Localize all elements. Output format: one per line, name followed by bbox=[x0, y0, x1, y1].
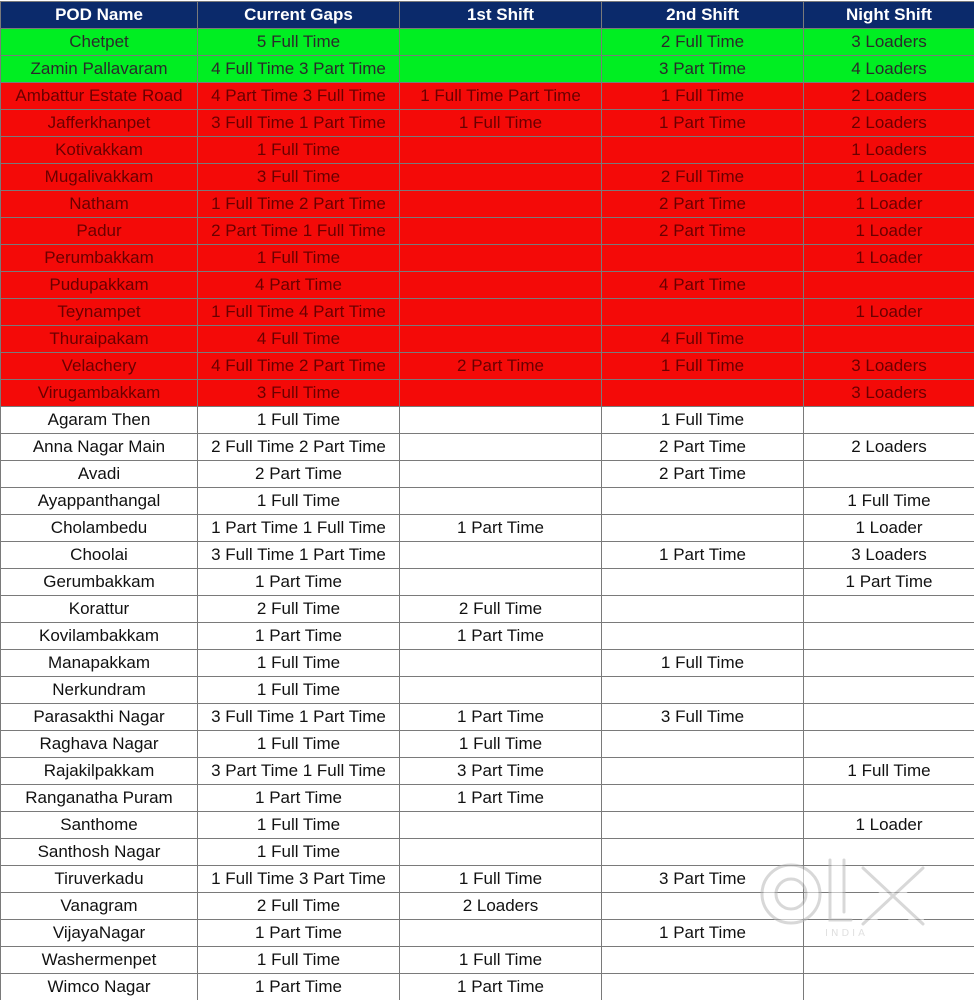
night-shift-cell bbox=[804, 596, 974, 623]
night-shift-cell: 1 Full Time bbox=[804, 758, 974, 785]
pod-name-cell: Cholambedu bbox=[1, 515, 198, 542]
current-gaps-cell: 1 Full Time bbox=[198, 731, 400, 758]
second-shift-cell: 2 Full Time bbox=[602, 29, 804, 56]
pod-name-cell: Teynampet bbox=[1, 299, 198, 326]
current-gaps-cell: 2 Full Time bbox=[198, 596, 400, 623]
current-gaps-cell: 1 Full Time bbox=[198, 488, 400, 515]
night-shift-cell: 3 Loaders bbox=[804, 353, 974, 380]
pod-name-cell: Mugalivakkam bbox=[1, 164, 198, 191]
second-shift-cell bbox=[602, 515, 804, 542]
second-shift-cell bbox=[602, 785, 804, 812]
current-gaps-cell: 1 Full Time 2 Part Time bbox=[198, 191, 400, 218]
night-shift-cell bbox=[804, 893, 974, 920]
first-shift-cell: 3 Part Time bbox=[400, 758, 602, 785]
night-shift-cell: 4 Loaders bbox=[804, 56, 974, 83]
table-row bbox=[1, 623, 974, 650]
second-shift-cell bbox=[602, 623, 804, 650]
second-shift-cell bbox=[602, 596, 804, 623]
current-gaps-cell: 1 Full Time bbox=[198, 812, 400, 839]
night-shift-cell: 1 Loader bbox=[804, 245, 974, 272]
second-shift-cell: 1 Part Time bbox=[602, 110, 804, 137]
table-header bbox=[1, 2, 974, 29]
second-shift-cell: 1 Full Time bbox=[602, 353, 804, 380]
first-shift-cell bbox=[400, 920, 602, 947]
pod-name-cell: Manapakkam bbox=[1, 650, 198, 677]
current-gaps-cell: 4 Full Time 3 Part Time bbox=[198, 56, 400, 83]
header-night-shift: Night Shift bbox=[804, 2, 974, 29]
current-gaps-cell: 1 Part Time 1 Full Time bbox=[198, 515, 400, 542]
current-gaps-cell: 1 Full Time bbox=[198, 407, 400, 434]
table-row bbox=[1, 866, 974, 893]
night-shift-cell: 3 Loaders bbox=[804, 29, 974, 56]
second-shift-cell: 1 Part Time bbox=[602, 920, 804, 947]
table-body bbox=[1, 29, 974, 1000]
current-gaps-cell: 1 Part Time bbox=[198, 974, 400, 1000]
table-row bbox=[1, 110, 974, 137]
pod-gaps-table bbox=[0, 1, 974, 1000]
first-shift-cell bbox=[400, 326, 602, 353]
second-shift-cell: 2 Part Time bbox=[602, 191, 804, 218]
pod-name-cell: Kotivakkam bbox=[1, 137, 198, 164]
current-gaps-cell: 3 Full Time 1 Part Time bbox=[198, 704, 400, 731]
table-row bbox=[1, 974, 974, 1000]
first-shift-cell bbox=[400, 191, 602, 218]
header-current-gaps: Current Gaps bbox=[198, 2, 400, 29]
first-shift-cell: 1 Full Time bbox=[400, 866, 602, 893]
second-shift-cell bbox=[602, 380, 804, 407]
second-shift-cell: 2 Part Time bbox=[602, 434, 804, 461]
current-gaps-cell: 1 Part Time bbox=[198, 785, 400, 812]
first-shift-cell: 1 Part Time bbox=[400, 623, 602, 650]
current-gaps-cell: 3 Full Time bbox=[198, 164, 400, 191]
pod-name-cell: VijayaNagar bbox=[1, 920, 198, 947]
second-shift-cell bbox=[602, 812, 804, 839]
table-row bbox=[1, 326, 974, 353]
night-shift-cell: 1 Loader bbox=[804, 164, 974, 191]
pod-name-cell: Natham bbox=[1, 191, 198, 218]
current-gaps-cell: 3 Part Time 1 Full Time bbox=[198, 758, 400, 785]
pod-name-cell: Kovilambakkam bbox=[1, 623, 198, 650]
night-shift-cell: 3 Loaders bbox=[804, 380, 974, 407]
pod-name-cell: Santhosh Nagar bbox=[1, 839, 198, 866]
second-shift-cell bbox=[602, 299, 804, 326]
night-shift-cell bbox=[804, 785, 974, 812]
second-shift-cell bbox=[602, 245, 804, 272]
current-gaps-cell: 3 Full Time 1 Part Time bbox=[198, 110, 400, 137]
current-gaps-cell: 4 Full Time 2 Part Time bbox=[198, 353, 400, 380]
current-gaps-cell: 1 Part Time bbox=[198, 920, 400, 947]
second-shift-cell: 3 Part Time bbox=[602, 56, 804, 83]
current-gaps-cell: 1 Part Time bbox=[198, 623, 400, 650]
second-shift-cell: 1 Full Time bbox=[602, 407, 804, 434]
pod-name-cell: Tiruverkadu bbox=[1, 866, 198, 893]
first-shift-cell bbox=[400, 218, 602, 245]
table-row bbox=[1, 191, 974, 218]
night-shift-cell bbox=[804, 461, 974, 488]
second-shift-cell: 3 Part Time bbox=[602, 866, 804, 893]
first-shift-cell bbox=[400, 542, 602, 569]
pod-name-cell: Gerumbakkam bbox=[1, 569, 198, 596]
current-gaps-cell: 4 Part Time 3 Full Time bbox=[198, 83, 400, 110]
pod-name-cell: Perumbakkam bbox=[1, 245, 198, 272]
current-gaps-cell: 2 Part Time bbox=[198, 461, 400, 488]
night-shift-cell bbox=[804, 704, 974, 731]
night-shift-cell: 3 Loaders bbox=[804, 542, 974, 569]
night-shift-cell bbox=[804, 866, 974, 893]
second-shift-cell bbox=[602, 488, 804, 515]
pod-name-cell: Thuraipakam bbox=[1, 326, 198, 353]
night-shift-cell: 1 Loader bbox=[804, 299, 974, 326]
pod-name-cell: Ranganatha Puram bbox=[1, 785, 198, 812]
watermark-sub-label: INDIA bbox=[825, 928, 868, 939]
table-row bbox=[1, 839, 974, 866]
night-shift-cell bbox=[804, 974, 974, 1000]
first-shift-cell bbox=[400, 299, 602, 326]
current-gaps-cell: 1 Full Time bbox=[198, 677, 400, 704]
night-shift-cell bbox=[804, 326, 974, 353]
pod-name-cell: Anna Nagar Main bbox=[1, 434, 198, 461]
table-row bbox=[1, 785, 974, 812]
pod-name-cell: Rajakilpakkam bbox=[1, 758, 198, 785]
first-shift-cell: 1 Part Time bbox=[400, 785, 602, 812]
current-gaps-cell: 2 Full Time 2 Part Time bbox=[198, 434, 400, 461]
night-shift-cell: 1 Loader bbox=[804, 218, 974, 245]
table-row bbox=[1, 434, 974, 461]
pod-name-cell: Santhome bbox=[1, 812, 198, 839]
table-row bbox=[1, 56, 974, 83]
first-shift-cell bbox=[400, 650, 602, 677]
current-gaps-cell: 1 Full Time bbox=[198, 839, 400, 866]
first-shift-cell: 2 Loaders bbox=[400, 893, 602, 920]
pod-name-cell: Jafferkhanpet bbox=[1, 110, 198, 137]
first-shift-cell bbox=[400, 839, 602, 866]
first-shift-cell bbox=[400, 677, 602, 704]
table-row bbox=[1, 947, 974, 974]
table-row bbox=[1, 515, 974, 542]
first-shift-cell bbox=[400, 407, 602, 434]
current-gaps-cell: 1 Full Time bbox=[198, 650, 400, 677]
pod-name-cell: Choolai bbox=[1, 542, 198, 569]
night-shift-cell bbox=[804, 407, 974, 434]
second-shift-cell: 1 Full Time bbox=[602, 650, 804, 677]
table-row bbox=[1, 83, 974, 110]
table-row bbox=[1, 920, 974, 947]
second-shift-cell bbox=[602, 758, 804, 785]
night-shift-cell: 1 Loader bbox=[804, 515, 974, 542]
first-shift-cell bbox=[400, 434, 602, 461]
table-row bbox=[1, 29, 974, 56]
second-shift-cell: 4 Part Time bbox=[602, 272, 804, 299]
first-shift-cell bbox=[400, 164, 602, 191]
second-shift-cell bbox=[602, 677, 804, 704]
night-shift-cell bbox=[804, 920, 974, 947]
second-shift-cell: 2 Part Time bbox=[602, 218, 804, 245]
table-row bbox=[1, 542, 974, 569]
table-row bbox=[1, 569, 974, 596]
table-row bbox=[1, 812, 974, 839]
pod-name-cell: Parasakthi Nagar bbox=[1, 704, 198, 731]
first-shift-cell bbox=[400, 812, 602, 839]
pod-name-cell: Ayappanthangal bbox=[1, 488, 198, 515]
pod-name-cell: Padur bbox=[1, 218, 198, 245]
night-shift-cell: 2 Loaders bbox=[804, 434, 974, 461]
pod-name-cell: Pudupakkam bbox=[1, 272, 198, 299]
first-shift-cell: 1 Full Time bbox=[400, 731, 602, 758]
header-2nd-shift: 2nd Shift bbox=[602, 2, 804, 29]
pod-name-cell: Agaram Then bbox=[1, 407, 198, 434]
first-shift-cell: 1 Full Time Part Time bbox=[400, 83, 602, 110]
second-shift-cell: 2 Full Time bbox=[602, 164, 804, 191]
header-row bbox=[1, 2, 974, 29]
table-row bbox=[1, 272, 974, 299]
current-gaps-cell: 2 Part Time 1 Full Time bbox=[198, 218, 400, 245]
first-shift-cell bbox=[400, 245, 602, 272]
header-1st-shift: 1st Shift bbox=[400, 2, 602, 29]
first-shift-cell: 1 Full Time bbox=[400, 110, 602, 137]
pod-name-cell: Chetpet bbox=[1, 29, 198, 56]
table-row bbox=[1, 218, 974, 245]
pod-name-cell: Korattur bbox=[1, 596, 198, 623]
second-shift-cell: 1 Part Time bbox=[602, 542, 804, 569]
current-gaps-cell: 4 Full Time bbox=[198, 326, 400, 353]
first-shift-cell bbox=[400, 56, 602, 83]
night-shift-cell bbox=[804, 623, 974, 650]
second-shift-cell bbox=[602, 839, 804, 866]
current-gaps-cell: 1 Full Time bbox=[198, 947, 400, 974]
night-shift-cell bbox=[804, 677, 974, 704]
night-shift-cell: 1 Loaders bbox=[804, 137, 974, 164]
second-shift-cell: 2 Part Time bbox=[602, 461, 804, 488]
first-shift-cell bbox=[400, 488, 602, 515]
night-shift-cell bbox=[804, 272, 974, 299]
first-shift-cell: 2 Full Time bbox=[400, 596, 602, 623]
first-shift-cell bbox=[400, 272, 602, 299]
table-row bbox=[1, 461, 974, 488]
current-gaps-cell: 2 Full Time bbox=[198, 893, 400, 920]
night-shift-cell: 1 Loader bbox=[804, 812, 974, 839]
pod-name-cell: Vanagram bbox=[1, 893, 198, 920]
pod-name-cell: Nerkundram bbox=[1, 677, 198, 704]
second-shift-cell bbox=[602, 137, 804, 164]
table-row bbox=[1, 353, 974, 380]
night-shift-cell: 1 Loader bbox=[804, 191, 974, 218]
table-row bbox=[1, 164, 974, 191]
current-gaps-cell: 1 Full Time 4 Part Time bbox=[198, 299, 400, 326]
first-shift-cell: 2 Part Time bbox=[400, 353, 602, 380]
first-shift-cell: 1 Part Time bbox=[400, 974, 602, 1000]
table-row bbox=[1, 299, 974, 326]
second-shift-cell bbox=[602, 947, 804, 974]
second-shift-cell: 4 Full Time bbox=[602, 326, 804, 353]
night-shift-cell bbox=[804, 731, 974, 758]
table-row bbox=[1, 407, 974, 434]
night-shift-cell: 1 Full Time bbox=[804, 488, 974, 515]
table-row bbox=[1, 731, 974, 758]
pod-name-cell: Raghava Nagar bbox=[1, 731, 198, 758]
current-gaps-cell: 5 Full Time bbox=[198, 29, 400, 56]
second-shift-cell: 3 Full Time bbox=[602, 704, 804, 731]
night-shift-cell bbox=[804, 947, 974, 974]
first-shift-cell: 1 Full Time bbox=[400, 947, 602, 974]
current-gaps-cell: 1 Full Time bbox=[198, 137, 400, 164]
table-row bbox=[1, 704, 974, 731]
first-shift-cell bbox=[400, 461, 602, 488]
pod-name-cell: Washermenpet bbox=[1, 947, 198, 974]
pod-name-cell: Virugambakkam bbox=[1, 380, 198, 407]
current-gaps-cell: 3 Full Time 1 Part Time bbox=[198, 542, 400, 569]
first-shift-cell bbox=[400, 380, 602, 407]
pod-name-cell: Ambattur Estate Road bbox=[1, 83, 198, 110]
current-gaps-cell: 1 Full Time 3 Part Time bbox=[198, 866, 400, 893]
pod-name-cell: Avadi bbox=[1, 461, 198, 488]
night-shift-cell bbox=[804, 650, 974, 677]
table-row bbox=[1, 380, 974, 407]
night-shift-cell: 2 Loaders bbox=[804, 110, 974, 137]
second-shift-cell bbox=[602, 569, 804, 596]
header-pod-name: POD Name bbox=[1, 2, 198, 29]
pod-name-cell: Velachery bbox=[1, 353, 198, 380]
first-shift-cell bbox=[400, 569, 602, 596]
table-row bbox=[1, 137, 974, 164]
table-row bbox=[1, 245, 974, 272]
first-shift-cell: 1 Part Time bbox=[400, 515, 602, 542]
table-row bbox=[1, 596, 974, 623]
night-shift-cell bbox=[804, 839, 974, 866]
second-shift-cell bbox=[602, 893, 804, 920]
current-gaps-cell: 3 Full Time bbox=[198, 380, 400, 407]
second-shift-cell bbox=[602, 731, 804, 758]
night-shift-cell: 2 Loaders bbox=[804, 83, 974, 110]
current-gaps-cell: 1 Part Time bbox=[198, 569, 400, 596]
table-row bbox=[1, 677, 974, 704]
night-shift-cell: 1 Part Time bbox=[804, 569, 974, 596]
first-shift-cell bbox=[400, 29, 602, 56]
current-gaps-cell: 4 Part Time bbox=[198, 272, 400, 299]
pod-name-cell: Wimco Nagar bbox=[1, 974, 198, 1000]
second-shift-cell: 1 Full Time bbox=[602, 83, 804, 110]
pod-name-cell: Zamin Pallavaram bbox=[1, 56, 198, 83]
table-row bbox=[1, 650, 974, 677]
second-shift-cell bbox=[602, 974, 804, 1000]
table-row bbox=[1, 488, 974, 515]
table-row bbox=[1, 758, 974, 785]
current-gaps-cell: 1 Full Time bbox=[198, 245, 400, 272]
table-row bbox=[1, 893, 974, 920]
first-shift-cell bbox=[400, 137, 602, 164]
first-shift-cell: 1 Part Time bbox=[400, 704, 602, 731]
